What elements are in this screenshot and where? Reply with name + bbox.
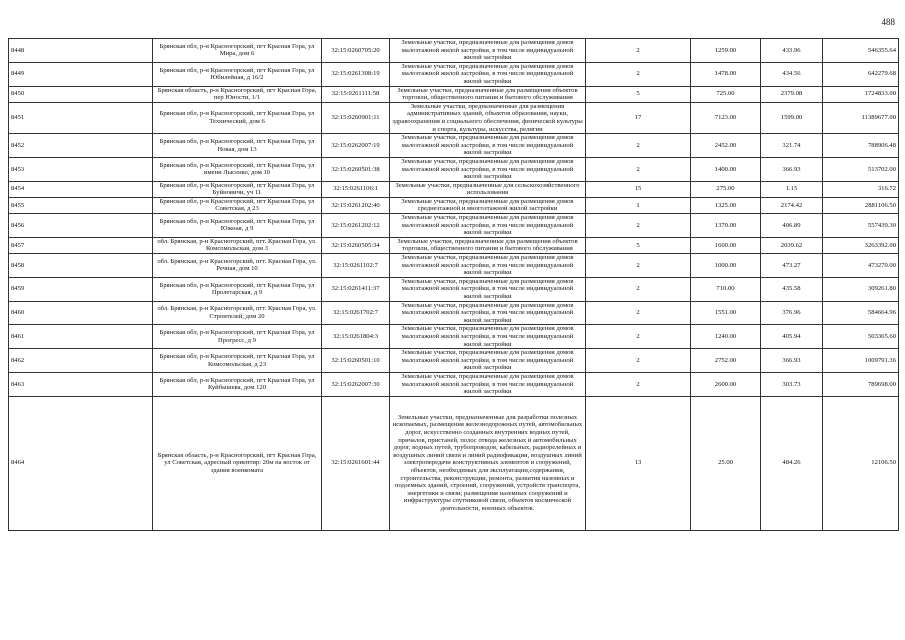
row-address: обл. Брянская, р-н Красногорский, пгт. Красная Гора, ул. Речная, дом 10 [153, 254, 322, 278]
row-rate: 321.74 [761, 134, 823, 158]
row-area: 1478.00 [691, 62, 761, 86]
page-number: 488 [881, 17, 895, 27]
row-id: 8453 [9, 157, 153, 181]
row-cadastral-number: 32:15:0261111:58 [322, 86, 390, 102]
row-rate: 1599.00 [761, 102, 823, 133]
table-row [9, 134, 899, 158]
table-row [9, 277, 899, 301]
row-land-use: Земельные участки, предназначенные для размещения домов малоэтажной жилой застройки, в том числе индивидуальной жилой застройки [390, 214, 586, 238]
row-area: 2600.00 [691, 372, 761, 396]
row-cadastral-value: 503365.60 [823, 325, 899, 349]
row-cadastral-number: 32:15:0260901:11 [322, 102, 390, 133]
row-id: 8454 [9, 181, 153, 197]
row-address: Брянская область, р-н Красногорский, пгт Красная Гора, пер Юности, 1/1 [153, 86, 322, 102]
row-cadastral-value: 546355.64 [823, 39, 899, 63]
row-land-use: Земельные участки, предназначенные для сельскохозяйственного использования [390, 181, 586, 197]
row-cadastral-number: 32:15:0261202:40 [322, 197, 390, 213]
row-cadastral-number: 32:15:0261411:37 [322, 277, 390, 301]
row-cadastral-number: 32:15:0260501:38 [322, 157, 390, 181]
row-cadastral-number: 32:15:0261202:12 [322, 214, 390, 238]
row-cadastral-value: 584664.96 [823, 301, 899, 325]
row-category: 5 [586, 86, 691, 102]
row-land-use: Земельные участки, предназначенные для размещения домов малоэтажной жилой застройки, в том числе индивидуальной жилой застройки [390, 372, 586, 396]
row-address: Брянская обл, р-н Красногорский, пгт Красная Гора, ул Новая, дом 13 [153, 134, 322, 158]
row-cadastral-value: 788906.48 [823, 134, 899, 158]
row-id: 8458 [9, 254, 153, 278]
row-category: 1 [586, 197, 691, 213]
row-address: Брянская обл, р-н Красногорский, пгт Красная Гора, ул Комсомольская, д 23 [153, 349, 322, 373]
row-category: 5 [586, 237, 691, 253]
row-cadastral-value: 316.72 [823, 181, 899, 197]
row-cadastral-value: 309261.80 [823, 277, 899, 301]
table-row [9, 39, 899, 63]
row-cadastral-number: 32:15:0261106:1 [322, 181, 390, 197]
row-category: 15 [586, 181, 691, 197]
row-land-use: Земельные участки, предназначенные для размещения домов малоэтажной жилой застройки, в том числе индивидуальной жилой застройки [390, 157, 586, 181]
table-row [9, 86, 899, 102]
row-cadastral-value: 789698.00 [823, 372, 899, 396]
row-area: 2452.00 [691, 134, 761, 158]
row-area: 275.00 [691, 181, 761, 197]
row-land-use: Земельные участки, предназначенные для размещения домов малоэтажной жилой застройки, в том числе индивидуальной жилой застройки [390, 254, 586, 278]
row-id: 8456 [9, 214, 153, 238]
row-rate: 433.96 [761, 39, 823, 63]
row-cadastral-number: 32:15:0261702:7 [322, 301, 390, 325]
row-id: 8451 [9, 102, 153, 133]
row-rate: 366.93 [761, 349, 823, 373]
row-address: Брянская обл, р-н Красногорский, пгт Красная Гора, ул Южная, д 9 [153, 214, 322, 238]
row-area: 1325.00 [691, 197, 761, 213]
row-category: 2 [586, 62, 691, 86]
row-area: 710.00 [691, 277, 761, 301]
row-cadastral-number: 32:15:0260501:10 [322, 349, 390, 373]
row-category: 2 [586, 254, 691, 278]
row-area: 1370.00 [691, 214, 761, 238]
row-cadastral-number: 32:15:0262007:30 [322, 372, 390, 396]
row-rate: 406.89 [761, 214, 823, 238]
row-id: 8462 [9, 349, 153, 373]
row-cadastral-number: 32:15:0261102:7 [322, 254, 390, 278]
row-land-use: Земельные участки, предназначенные для размещения домов малоэтажной жилой застройки, в том числе индивидуальной жилой застройки [390, 277, 586, 301]
row-category: 2 [586, 349, 691, 373]
row-area: 1000.00 [691, 254, 761, 278]
row-address: Брянская обл, р-н Красногорский, пгт Красная Гора, ул Буйновичи, уч 11 [153, 181, 322, 197]
row-category: 2 [586, 157, 691, 181]
table-row [9, 214, 899, 238]
row-area: 7123.00 [691, 102, 761, 133]
row-cadastral-number: 32:15:0261601:44 [322, 396, 390, 530]
row-id: 8450 [9, 86, 153, 102]
row-rate: 2174.42 [761, 197, 823, 213]
row-cadastral-number: 32:15:0261804:3 [322, 325, 390, 349]
table-row [9, 157, 899, 181]
row-id: 8449 [9, 62, 153, 86]
row-cadastral-number: 32:15:0260705:20 [322, 39, 390, 63]
row-category: 13 [586, 396, 691, 530]
row-rate: 405.94 [761, 325, 823, 349]
row-cadastral-value: 642279.68 [823, 62, 899, 86]
row-land-use: Земельные участки, предназначенные для разработки полезных ископаемых, размещения железнодорожных путей, автомобильных дорог, искусственно созданных внутренних водных путей, причалов, пристаней, полос отвода железных и автомобильных дорог, водных путей, трубопроводов, кабельных, радиорелейных и воздушных линий связи и линий радиофикации, воздушных линий электропередачи конструктивных элементов и сооружений, объектов, необходимых для эксплуатации,содержания, строительства, реконструкции, ремонта, развития наземных и подземных зданий, строений, сооружений, устройств транспорта, энергетики и связи; размещения наземных сооружений и инфраструктуры спутниковой связи, объектов космической деятельности, военных объектов. [390, 396, 586, 530]
row-category: 17 [586, 102, 691, 133]
row-rate: 435.58 [761, 277, 823, 301]
row-cadastral-number: 32:15:0262007:19 [322, 134, 390, 158]
row-rate: 376.96 [761, 301, 823, 325]
row-id: 8461 [9, 325, 153, 349]
row-land-use: Земельные участки, предназначенные для размещения домов среднеэтажной и многоэтажной жилой застройки [390, 197, 586, 213]
row-cadastral-value: 513702.00 [823, 157, 899, 181]
row-id: 8460 [9, 301, 153, 325]
row-land-use: Земельные участки, предназначенные для размещения домов малоэтажной жилой застройки, в том числе индивидуальной жилой застройки [390, 325, 586, 349]
row-category: 2 [586, 301, 691, 325]
row-cadastral-value: 2881106.50 [823, 197, 899, 213]
table-row [9, 254, 899, 278]
row-area: 2752.00 [691, 349, 761, 373]
row-land-use: Земельные участки, предназначенные для размещения домов малоэтажной жилой застройки, в том числе индивидуальной жилой застройки [390, 39, 586, 63]
row-id: 8455 [9, 197, 153, 213]
row-id: 8452 [9, 134, 153, 158]
row-rate: 434.56 [761, 62, 823, 86]
table-row [9, 372, 899, 396]
row-land-use: Земельные участки, предназначенные для размещения домов малоэтажной жилой застройки, в том числе индивидуальной жилой застройки [390, 301, 586, 325]
table-row [9, 349, 899, 373]
row-land-use: Земельные участки, предназначенные для размещения объектов торговли, общественного питания и бытового обслуживания [390, 237, 586, 253]
row-address: Брянская обл, р-н Красногорский, пгт Красная Гора, ул Прогресс, д 9 [153, 325, 322, 349]
row-area: 1600.00 [691, 237, 761, 253]
table-row [9, 301, 899, 325]
row-rate: 303.73 [761, 372, 823, 396]
row-cadastral-value: 12106.50 [823, 396, 899, 530]
row-category: 2 [586, 134, 691, 158]
row-area: 1551.00 [691, 301, 761, 325]
row-rate: 484.26 [761, 396, 823, 530]
row-id: 8464 [9, 396, 153, 530]
row-address: обл. Брянская, р-н Красногорский, пгт. Красная Гора, ул. Строителей, дом 20 [153, 301, 322, 325]
row-land-use: Земельные участки, предназначенные для размещения домов малоэтажной жилой застройки, в том числе индивидуальной жилой застройки [390, 349, 586, 373]
row-address: Брянская обл, р-н Красногорский, пгт Красная Гора, ул Советская, д 23 [153, 197, 322, 213]
row-land-use: Земельные участки, предназначенные для размещения домов малоэтажной жилой застройки, в том числе индивидуальной жилой застройки [390, 62, 586, 86]
row-area: 1259.00 [691, 39, 761, 63]
row-land-use: Земельные участки, предназначенные для размещения объектов торговли, общественного питания и бытового обслуживания [390, 86, 586, 102]
table-row [9, 325, 899, 349]
row-id: 8463 [9, 372, 153, 396]
row-area: 1400.00 [691, 157, 761, 181]
row-address: Брянская область, р-н Красногорский, пгт Красная Гора, ул Советская, адресный ориентир: 20м на восток от здания военкомата [153, 396, 322, 530]
row-land-use: Земельные участки, предназначенные для размещения административных зданий, объектов образования, науки, здравоохранения и социального обеспечения, физической культуры и спорта, культуры, искусства, религии [390, 102, 586, 133]
row-address: Брянская обл, р-н Красногорский, пгт Красная Гора, ул Пролетарская, д 9 [153, 277, 322, 301]
row-address: Брянская обл, р-н Красногорский, пгт Красная Гора, ул Юбилейная, д 16/2 [153, 62, 322, 86]
table-row [9, 396, 899, 530]
row-rate: 2039.62 [761, 237, 823, 253]
registry-rows [9, 39, 899, 531]
row-address: Брянская обл, р-н Красногорский, пгт Красная Гора, ул имени Лысенко, дом 10 [153, 157, 322, 181]
registry-table [8, 38, 899, 531]
table-row [9, 197, 899, 213]
row-area: 725.00 [691, 86, 761, 102]
row-cadastral-value: 1009791.36 [823, 349, 899, 373]
row-category: 2 [586, 214, 691, 238]
row-category: 2 [586, 39, 691, 63]
row-address: Брянская обл, р-н Красногорский, пгт Красная Гора, ул Мира, дом 6 [153, 39, 322, 63]
row-category: 2 [586, 325, 691, 349]
row-category: 2 [586, 277, 691, 301]
table-row [9, 181, 899, 197]
row-id: 8457 [9, 237, 153, 253]
row-id: 8459 [9, 277, 153, 301]
row-rate: 366.93 [761, 157, 823, 181]
row-rate: 1.15 [761, 181, 823, 197]
row-cadastral-number: 32:15:0260505:34 [322, 237, 390, 253]
row-address: обл. Брянская, р-н Красногорский, пгт. Красная Гора, ул. Комсомольская, дом 3 [153, 237, 322, 253]
row-cadastral-value: 3263392.00 [823, 237, 899, 253]
row-cadastral-value: 11389677.00 [823, 102, 899, 133]
row-land-use: Земельные участки, предназначенные для размещения домов малоэтажной жилой застройки, в том числе индивидуальной жилой застройки [390, 134, 586, 158]
row-cadastral-value: 557439.30 [823, 214, 899, 238]
table-row [9, 237, 899, 253]
row-address: Брянская обл, р-н Красногорский, пгт Красная Гора, ул Технический, дом 6 [153, 102, 322, 133]
row-address: Брянская обл, р-н Красногорский, пгт Красная Гора, ул Куйбышева, дом 120 [153, 372, 322, 396]
row-area: 1240.00 [691, 325, 761, 349]
row-area: 25.00 [691, 396, 761, 530]
row-cadastral-value: 473270.00 [823, 254, 899, 278]
row-id: 8448 [9, 39, 153, 63]
row-cadastral-value: 1724833.00 [823, 86, 899, 102]
table-row [9, 102, 899, 133]
table-row [9, 62, 899, 86]
row-rate: 473.27 [761, 254, 823, 278]
row-rate: 2379.08 [761, 86, 823, 102]
row-category: 2 [586, 372, 691, 396]
row-cadastral-number: 32:15:0261308:19 [322, 62, 390, 86]
